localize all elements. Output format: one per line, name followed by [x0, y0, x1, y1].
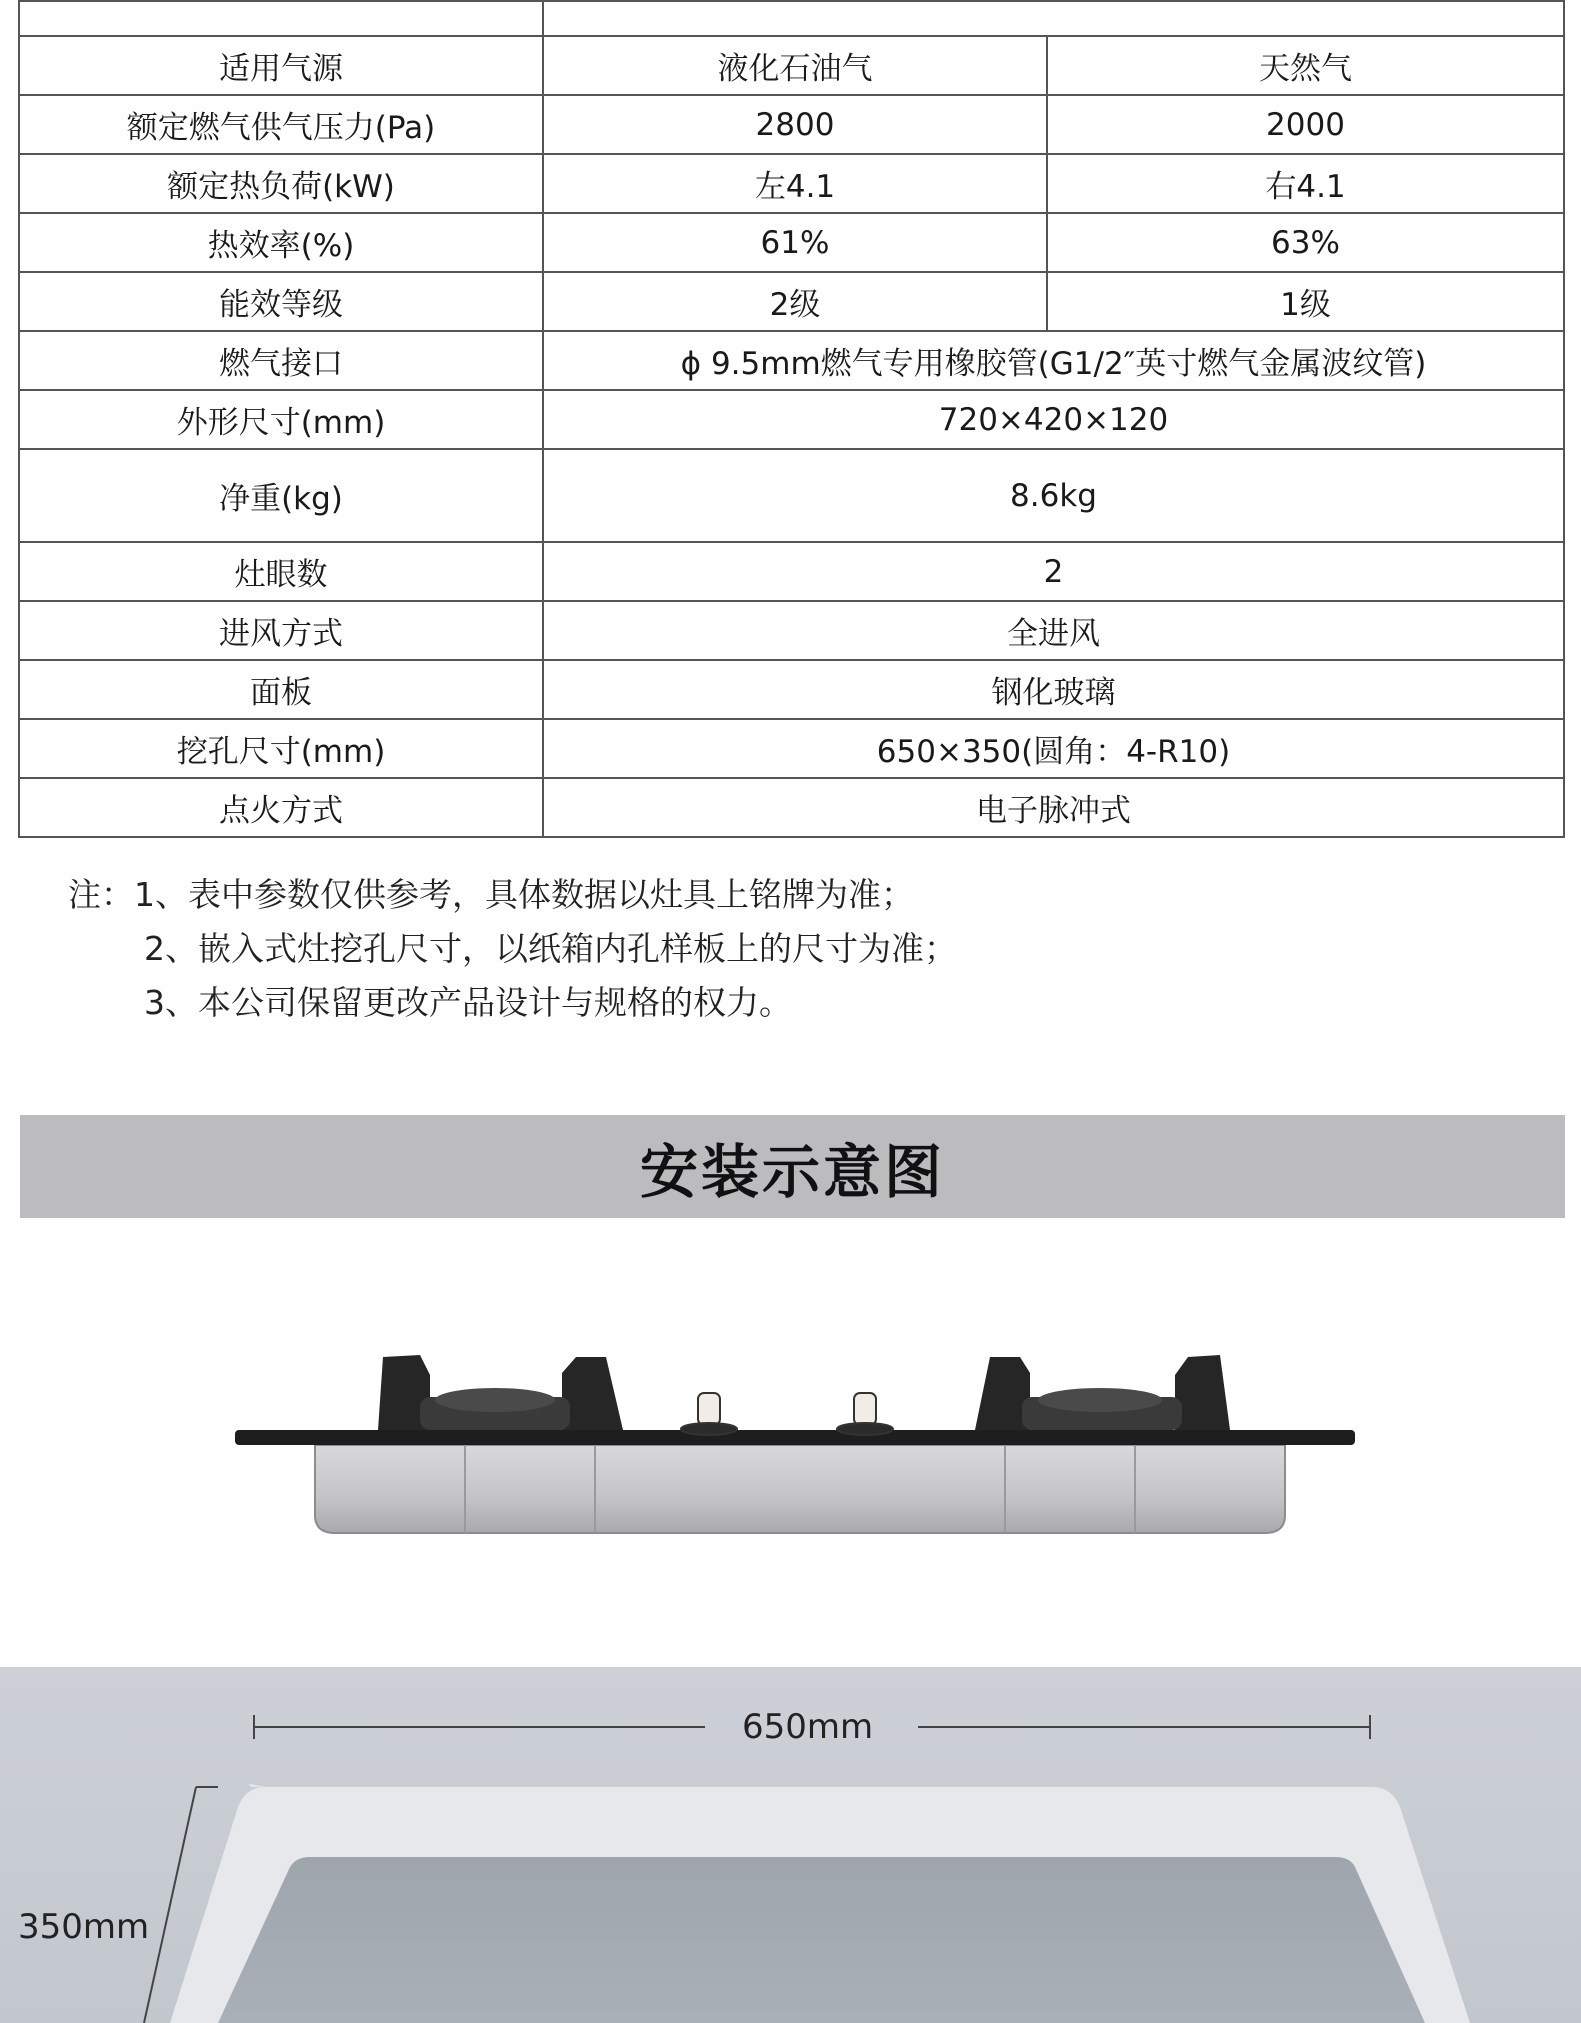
table-row [19, 542, 1564, 601]
spec-value: 2级 [543, 272, 1047, 331]
spec-value: 63% [1047, 213, 1564, 272]
spec-value: 电子脉冲式 [543, 778, 1564, 837]
table-row [19, 213, 1564, 272]
spec-value: 2000 [1047, 95, 1564, 154]
spec-label: 点火方式 [19, 778, 543, 837]
table-row [19, 154, 1564, 213]
spec-value: 720×420×120 [543, 390, 1564, 449]
note-line: 注：1、表中参数仅供参考，具体数据以灶具上铭牌为准； [68, 875, 914, 914]
knob [681, 1393, 893, 1435]
table-row [19, 95, 1564, 154]
spec-label: 额定热负荷(kW) [19, 154, 543, 213]
table-row [19, 601, 1564, 660]
spec-value: ϕ 9.5mm燃气专用橡胶管(G1/2″英寸燃气金属波纹管) [543, 331, 1564, 390]
depth-label: 350mm [18, 1907, 150, 1947]
spec-label: 燃气接口 [19, 331, 543, 390]
notes [68, 868, 957, 1030]
table-row [19, 719, 1564, 778]
spec-label: 挖孔尺寸(mm) [19, 719, 543, 778]
spec-value: 钢化玻璃 [543, 660, 1564, 719]
spec-label: 净重(kg) [19, 449, 543, 542]
table-cell [19, 1, 543, 36]
spec-label: 面板 [19, 660, 543, 719]
spec-label: 额定燃气供气压力(Pa) [19, 95, 543, 154]
spec-value: 天然气 [1047, 36, 1564, 95]
table-row [19, 1, 1564, 36]
cutout-diagram [0, 1667, 1581, 2023]
spec-label: 能效等级 [19, 272, 543, 331]
spec-label: 进风方式 [19, 601, 543, 660]
cooktop-image [230, 1345, 1360, 1550]
note-line: 3、本公司保留更改产品设计与规格的权力。 [144, 983, 792, 1022]
table-row [19, 331, 1564, 390]
table-row [19, 660, 1564, 719]
table-row [19, 36, 1564, 95]
table-row [19, 390, 1564, 449]
spec-value: 左4.1 [543, 154, 1047, 213]
spec-value: 1级 [1047, 272, 1564, 331]
left-burner [378, 1355, 623, 1430]
spec-value: 2 [543, 542, 1564, 601]
table-row [19, 272, 1564, 331]
right-burner [975, 1355, 1230, 1430]
spec-label: 外形尺寸(mm) [19, 390, 543, 449]
spec-label: 热效率(%) [19, 213, 543, 272]
section-title: 安装示意图 [639, 1137, 945, 1206]
spec-value: 液化石油气 [543, 36, 1047, 95]
spec-label: 灶眼数 [19, 542, 543, 601]
spec-label: 适用气源 [19, 36, 543, 95]
width-label: 650mm [742, 1707, 874, 1747]
spec-value: 右4.1 [1047, 154, 1564, 213]
spec-value: 61% [543, 213, 1047, 272]
table-row [19, 449, 1564, 542]
spec-value: 8.6kg [543, 449, 1564, 542]
table-cell [543, 1, 1564, 36]
spec-value: 2800 [543, 95, 1047, 154]
install-section-banner [20, 1115, 1565, 1218]
spec-value: 650×350(圆角：4-R10) [543, 719, 1564, 778]
spec-table [18, 0, 1565, 838]
spec-value: 全进风 [543, 601, 1564, 660]
table-row [19, 778, 1564, 837]
note-line: 2、嵌入式灶挖孔尺寸，以纸箱内孔样板上的尺寸为准； [144, 929, 957, 968]
